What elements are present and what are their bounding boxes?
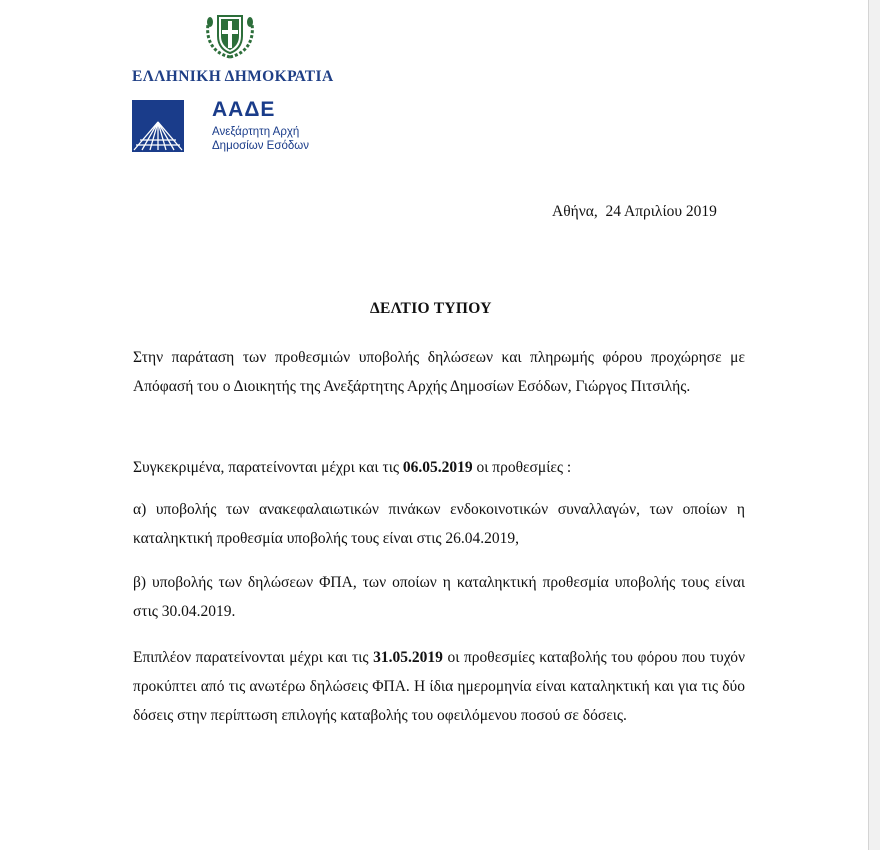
scrollbar-track[interactable] bbox=[869, 0, 880, 850]
document-date: Αθήνα, 24 Απριλίου 2019 bbox=[552, 203, 717, 220]
paragraph-deadlines bbox=[133, 453, 745, 482]
paragraph-deadlines-tail: οι προθεσμίες : bbox=[472, 459, 572, 476]
paragraph-intro: Στην παράταση των προθεσμιών υποβολής δηλώσεων και πληρωμής φόρου προχώρησε με Απόφασή του ο Διοικητής της Ανεξάρτητης Αρχής Δημοσίων Εσόδων, Γιώργος Πιτσιλής. bbox=[133, 349, 745, 395]
paragraph-payment-text: Επιπλέον παρατείνονται μέχρι και τις bbox=[133, 649, 374, 666]
republic-heading: ΕΛΛΗΝΙΚΗ ΔΗΜΟΚΡΑΤΙΑ bbox=[132, 68, 334, 85]
paragraph-item-a: α) υποβολής των ανακεφαλαιωτικών πινάκων ενδοκοινοτικών συναλλαγών, των οποίων η καταληκτική προθεσμία υποβολής τους είναι στις 26.04.2019, bbox=[133, 501, 745, 547]
extension-date-1: 06.05.2019 bbox=[402, 459, 473, 476]
aade-logo-icon bbox=[132, 100, 184, 152]
aade-subtitle-line-1: Ανεξάρτητη Αρχή bbox=[212, 126, 300, 138]
aade-subtitle-line-2: Δημοσίων Εσόδων bbox=[212, 140, 309, 152]
extension-date-2: 31.05.2019 bbox=[373, 649, 443, 666]
greek-coat-of-arms-icon bbox=[204, 6, 256, 60]
paragraph-payment-tail: οι προθεσμίες καταβολής του φόρου που τυχόν προκύπτει από τις ανωτέρω δηλώσεις ΦΠΑ. Η ίδια ημερομηνία είναι καταληκτική και για τις δύο δόσεις στην περίπτωση επιλογής καταβολής του οφειλόμενου ποσού σε δόσεις. bbox=[133, 649, 745, 724]
paragraph-deadlines-text: Συγκεκριμένα, παρατείνονται μέχρι και τις bbox=[133, 459, 403, 476]
document-title: ΔΕΛΤΙΟ ΤΥΠΟΥ bbox=[370, 300, 492, 317]
paragraph-item-b: β) υποβολής των δηλώσεων ΦΠΑ, των οποίων η καταληκτική προθεσμία υποβολής τους είναι στις 30.04.2019. bbox=[133, 574, 745, 620]
paragraph-payment bbox=[133, 643, 745, 730]
aade-name: ΑΑΔΕ bbox=[212, 98, 276, 121]
